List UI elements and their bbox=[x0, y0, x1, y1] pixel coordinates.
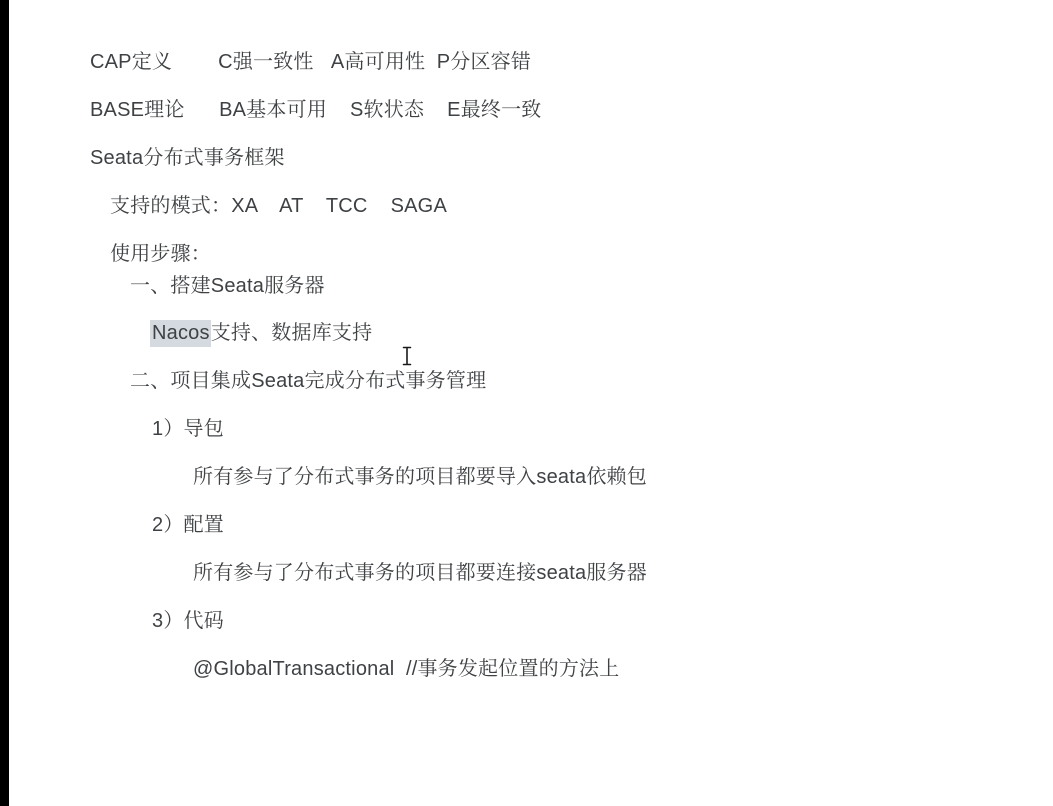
line-seata-title[interactable]: Seata分布式事务框架 bbox=[90, 147, 285, 169]
line-step-two[interactable]: 二、项目集成Seata完成分布式事务管理 bbox=[130, 370, 487, 392]
line-config-detail[interactable]: 所有参与了分布式事务的项目都要连接seata服务器 bbox=[193, 562, 647, 584]
line-substep-import[interactable]: 1）导包 bbox=[152, 418, 224, 440]
line-substep-config[interactable]: 2）配置 bbox=[152, 514, 224, 536]
line-step-one[interactable]: 一、搭建Seata服务器 bbox=[130, 275, 325, 297]
selected-text-nacos[interactable]: Nacos bbox=[150, 320, 211, 347]
text-ibeam-cursor-icon bbox=[401, 346, 413, 366]
line-cap-definition[interactable]: CAP定义 C强一致性 A高可用性 P分区容错 bbox=[90, 51, 532, 73]
line-base-theory[interactable]: BASE理论 BA基本可用 S软状态 E最终一致 bbox=[90, 99, 542, 121]
nacos-line-rest: 支持、数据库支持 bbox=[210, 322, 373, 344]
line-code-detail[interactable]: @GlobalTransactional //事务发起位置的方法上 bbox=[193, 658, 620, 680]
line-usage-steps[interactable]: 使用步骤： bbox=[110, 243, 211, 265]
line-supported-modes[interactable]: 支持的模式：XA AT TCC SAGA bbox=[110, 195, 447, 217]
line-import-detail[interactable]: 所有参与了分布式事务的项目都要导入seata依赖包 bbox=[193, 466, 647, 488]
line-substep-code[interactable]: 3）代码 bbox=[152, 610, 224, 632]
line-nacos-support[interactable] bbox=[152, 320, 372, 346]
